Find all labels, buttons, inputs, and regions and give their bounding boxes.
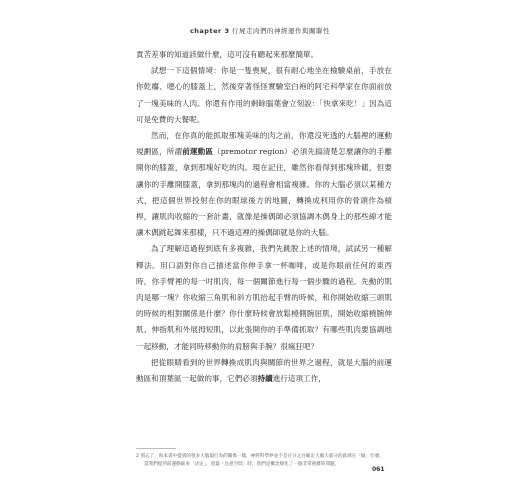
chapter-title: 行屍走肉們的神經運作與關聯性 bbox=[232, 27, 331, 35]
emphasized-term: 持續 bbox=[257, 374, 273, 384]
page-number: 061 bbox=[372, 466, 385, 473]
paragraph-text: 然而，在你真的能抓取那塊美味的肉之前，你還沒死透的大腦裡的運動規劃區，所謂 bbox=[136, 131, 392, 157]
paragraph-text: （premotor region）必須先搞清楚怎麼讓你的手離開你的膝蓋，拿到那塊好吃的肉。現在記住，雖然你看得到那塊珍饈，但要讓你的手離開膝蓋，拿到那塊肉的過程會相當複雜。你的大腦必須以某種方式，把這個世界投射在你的眼球後方的地圖，轉換成利用你的骨頭作為槓桿，讓肌肉收縮的一套計畫，就像是操偶師必須協調木偶身上的那些線才能讓木偶跳起舞來那樣，只不過這裡的操偶師就是你的大腦。 bbox=[136, 147, 392, 238]
body-paragraph bbox=[136, 47, 392, 63]
body-paragraph bbox=[136, 355, 392, 387]
paragraph-text: 進行這項工作， bbox=[272, 374, 326, 384]
footnote-text: 別忘了，和本書中提到的很多大腦現行為的關係一樣，神經科學界並不是百分之百確定大腦大部分的區域在「做」什麼。當我們提到前運動區來「決定」，頂葉「注意空間」時，我們是概念層化了一個非常複雜的問題。 bbox=[140, 454, 384, 468]
body-paragraph bbox=[136, 128, 392, 241]
page-body bbox=[136, 47, 392, 387]
footnote-marker: 2 bbox=[136, 454, 139, 459]
paragraph-text: 責苦差事的知道該做什麼，這可沒有聽起來那麼簡單。 bbox=[136, 50, 319, 59]
chapter-label: chapter 3 bbox=[189, 27, 230, 35]
paragraph-text: 為了理解這過程到底有多複雜，我們先跳脫上述的情境，試試另一種解釋法。用口語對你自己描述當你伸手拿一杯咖啡，或是你眼前任何的東西時，你手臂裡的每一吋肌肉，每一個關節進行每一個步驟的過程。先動的肌肉是哪一塊？你收縮三角肌和斜方肌抬起手臂的時候，和你開始收縮三頭肌的時候的相對關係是什麼？你什麼時候會放鬆橈側腕屈肌，開始收縮橈腕伸肌、伸指肌和外展拇短肌，以此張開你的手準備抓取？有哪些肌肉要協調地一起移動，才能同時移動你的肩膀與手腕？很瘋狂吧？ bbox=[136, 244, 392, 351]
footnotes bbox=[136, 453, 384, 469]
emphasized-term: 前運動區 bbox=[182, 147, 214, 157]
running-header bbox=[0, 26, 520, 35]
footnote bbox=[136, 453, 384, 469]
footnote-rule bbox=[136, 448, 176, 449]
paragraph-text: 把從眼睛看到的世界轉換成肌肉與關節的世界之過程，就是大腦的前運動區和頂葉區一起做的事，它們必須 bbox=[136, 357, 392, 384]
paragraph-text: 試想一下這個情境：你是一隻喪屍，很有耐心地坐在檢驗桌前，手放在你乾癟、噁心的膝蓋上，然後穿著怪怪實驗室白袍的阿宅科學家在你面前放了一塊美味的人肉。你還有作用的剩餘腦葉會立刻說：「快拿來吃！」因為這可是免費的大餐呢。 bbox=[136, 66, 392, 124]
body-paragraph bbox=[136, 63, 392, 128]
body-paragraph bbox=[136, 241, 392, 354]
